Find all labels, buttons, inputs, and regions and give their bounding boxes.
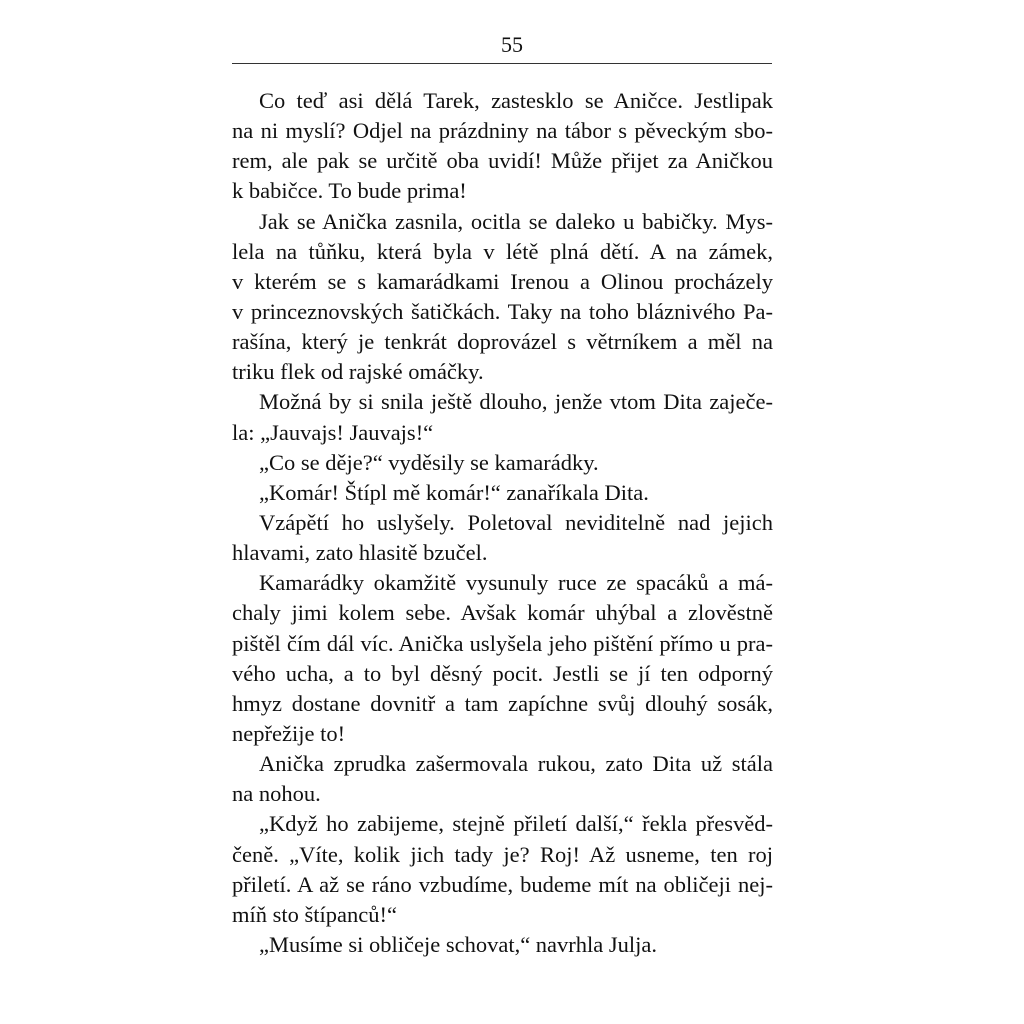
text-line: triku flek od rajské omáčky. xyxy=(232,359,484,385)
header-rule xyxy=(232,63,772,64)
text-line: hlavami, zato hlasitě bzučel. xyxy=(232,540,488,566)
text-line: pištěl čím dál víc. Anička uslyšela jeho pištění přímo u pra- xyxy=(232,630,773,656)
text-line: čeně. „Víte, kolik jich tady je? Roj! Až usneme, ten roj xyxy=(232,841,773,867)
text-line: na ni myslí? Odjel na prázdniny na tábor s pěveckým sbo- xyxy=(232,118,773,144)
text-line: rašína, který je tenkrát doprovázel s větrníkem a měl na xyxy=(232,329,773,355)
text-line: hmyz dostane dovnitř a tam zapíchne svůj dlouhý sosák, xyxy=(232,690,773,716)
text-line: v princeznovských šatičkách. Taky na toho bláznivého Pa- xyxy=(232,298,773,324)
text-line: la: „Jauvajs! Jauvajs!“ xyxy=(232,419,434,445)
text-line: lela na tůňku, která byla v létě plná dětí. A na zámek, xyxy=(232,238,773,264)
text-line: „Co se děje?“ vyděsily se kamarádky. xyxy=(259,449,599,475)
text-line: v kterém se s kamarádkami Irenou a Olinou procházely xyxy=(232,268,773,294)
text-line: vého ucha, a to byl děsný pocit. Jestli se jí ten odporný xyxy=(232,660,773,686)
text-line: na nohou. xyxy=(232,781,321,807)
text-line: k babičce. To bude prima! xyxy=(232,178,467,204)
text-line: rem, ale pak se určitě oba uvidí! Může přijet za Aničkou xyxy=(232,148,773,174)
text-line: „Komár! Štípl mě komár!“ zanaříkala Dita. xyxy=(259,479,649,505)
text-line: chaly jimi kolem sebe. Avšak komár uhýbal a zlověstně xyxy=(232,600,773,626)
page-number: 55 xyxy=(501,32,523,57)
text-line: Kamarádky okamžitě vysunuly ruce ze spacáků a má- xyxy=(259,570,773,596)
text-line: Možná by si snila ještě dlouho, jenže vtom Dita zaječe- xyxy=(259,389,773,415)
text-line: Vzápětí ho uslyšely. Poletoval neviditelně nad jejich xyxy=(259,509,773,535)
text-line: Anička zprudka zašermovala rukou, zato Dita už stála xyxy=(259,751,773,777)
text-line: Co teď asi dělá Tarek, zastesklo se Aničce. Jestlipak xyxy=(259,88,773,113)
text-line: Jak se Anička zasnila, ocitla se daleko u babičky. Mys- xyxy=(259,208,773,234)
body-text xyxy=(232,86,773,960)
text-line: přiletí. A až se ráno vzbudíme, budeme mít na obličeji nej- xyxy=(232,871,773,897)
text-line: „Když ho zabijeme, stejně přiletí další,“ řekla přesvěd- xyxy=(259,811,773,837)
text-line: nepřežije to! xyxy=(232,720,346,746)
text-line: míň sto štípanců!“ xyxy=(232,901,397,927)
text-line: „Musíme si obličeje schovat,“ navrhla Julja. xyxy=(259,931,658,957)
